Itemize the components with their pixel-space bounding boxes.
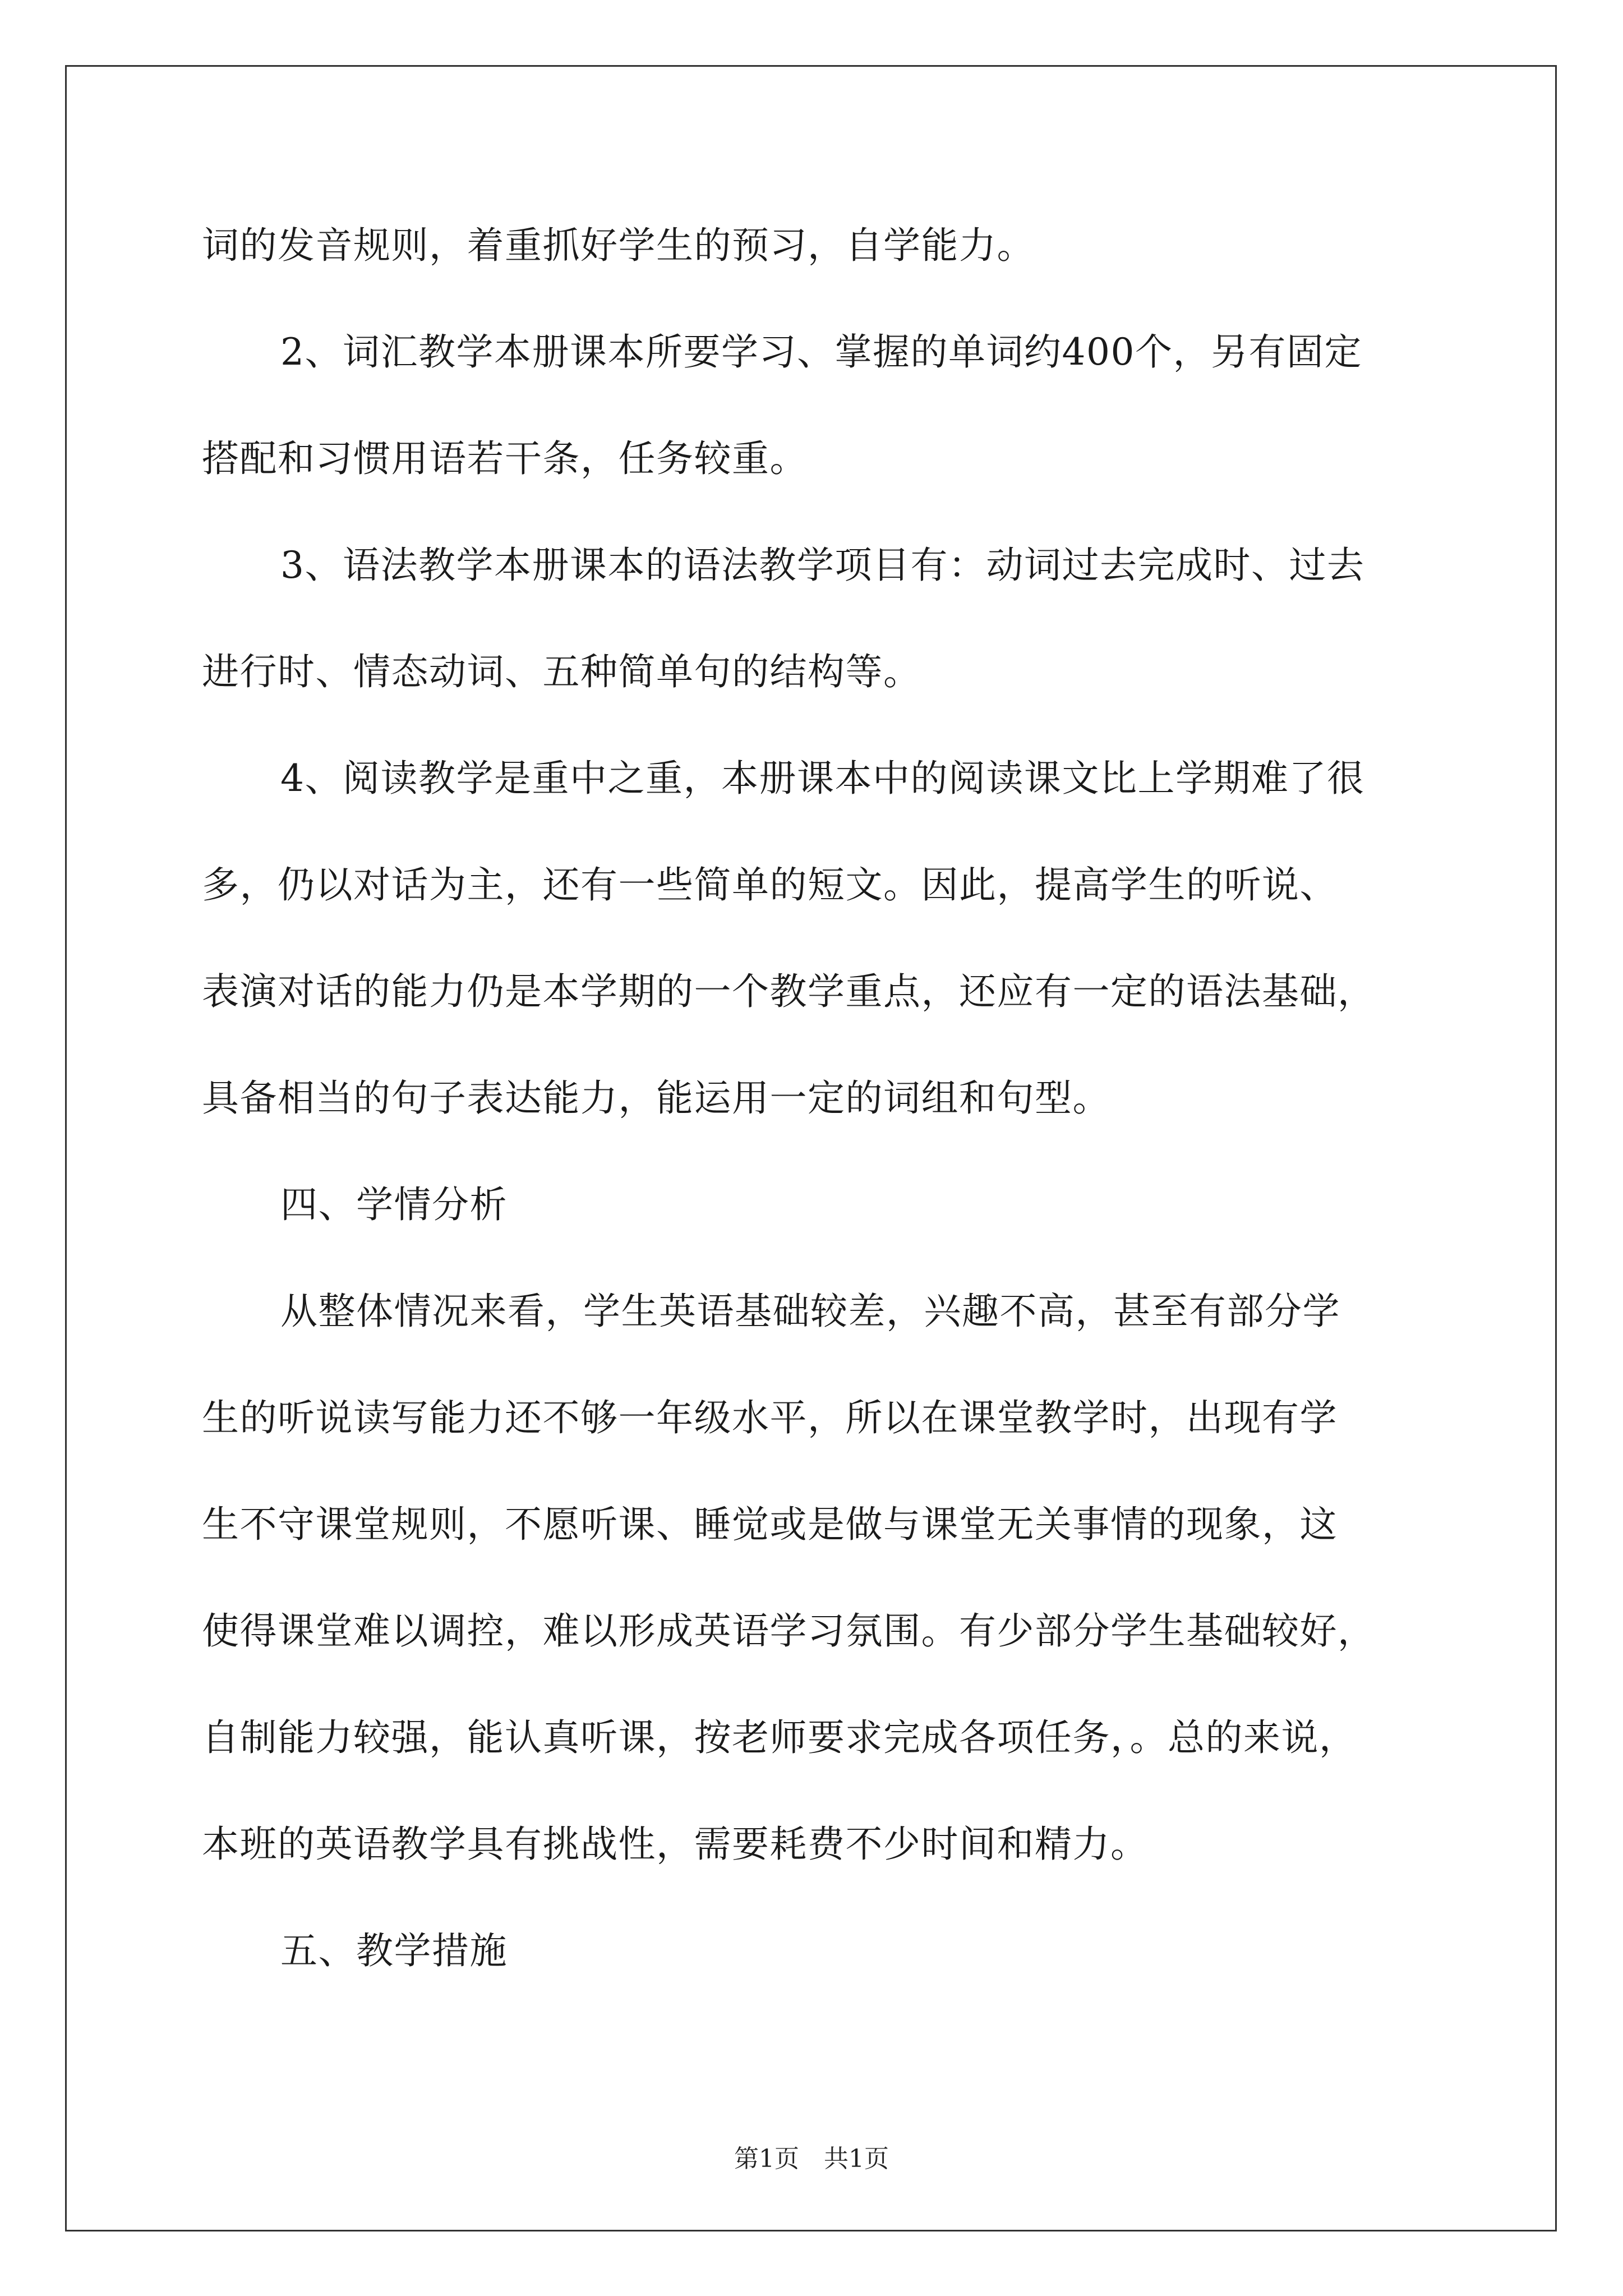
text-line: 本班的英语教学具有挑战性，需要耗费不少时间和精力。 — [202, 1823, 1149, 1866]
page-number: 第1页 共1页 — [734, 2145, 889, 2173]
text-line: 4、阅读教学是重中之重，本册课本中的阅读课文比上学期难了很 — [280, 757, 1365, 800]
text-line: 进行时、情态动词、五种简单句的结构等。 — [202, 650, 921, 693]
text-line: 表演对话的能力仍是本学期的一个教学重点，还应有一定的语法基础， — [202, 970, 1376, 1013]
text-line: 词的发音规则，着重抓好学生的预习，自学能力。 — [202, 224, 1035, 267]
text-line: 生不守课堂规则，不愿听课、睡觉或是做与课堂无关事情的现象，这 — [202, 1503, 1338, 1546]
text-line: 3、语法教学本册课本的语法教学项目有：动词过去完成时、过去 — [280, 544, 1365, 587]
text-line: 使得课堂难以调控，难以形成英语学习氛围。有少部分学生基础较好， — [202, 1609, 1376, 1653]
text-line: 生的听说读写能力还不够一年级水平，所以在课堂教学时，出现有学 — [202, 1396, 1338, 1439]
text-line: 具备相当的句子表达能力，能运用一定的词组和句型。 — [202, 1076, 1110, 1120]
text-line: 自制能力较强，能认真听课，按老师要求完成各项任务，。总的来说， — [202, 1716, 1357, 1759]
section-heading: 五、教学措施 — [280, 1929, 508, 1972]
page-border — [65, 65, 1557, 2231]
text-line: 多，仍以对话为主，还有一些简单的短文。因此，提高学生的听说、 — [202, 863, 1338, 907]
text-line: 从整体情况来看，学生英语基础较差，兴趣不高，甚至有部分学 — [280, 1290, 1340, 1333]
text-line: 搭配和习惯用语若干条，任务较重。 — [202, 437, 808, 480]
text-line: 2、词汇教学本册课本所要学习、掌握的单词约400个，另有固定 — [280, 330, 1362, 374]
section-heading: 四、学情分析 — [280, 1183, 508, 1226]
